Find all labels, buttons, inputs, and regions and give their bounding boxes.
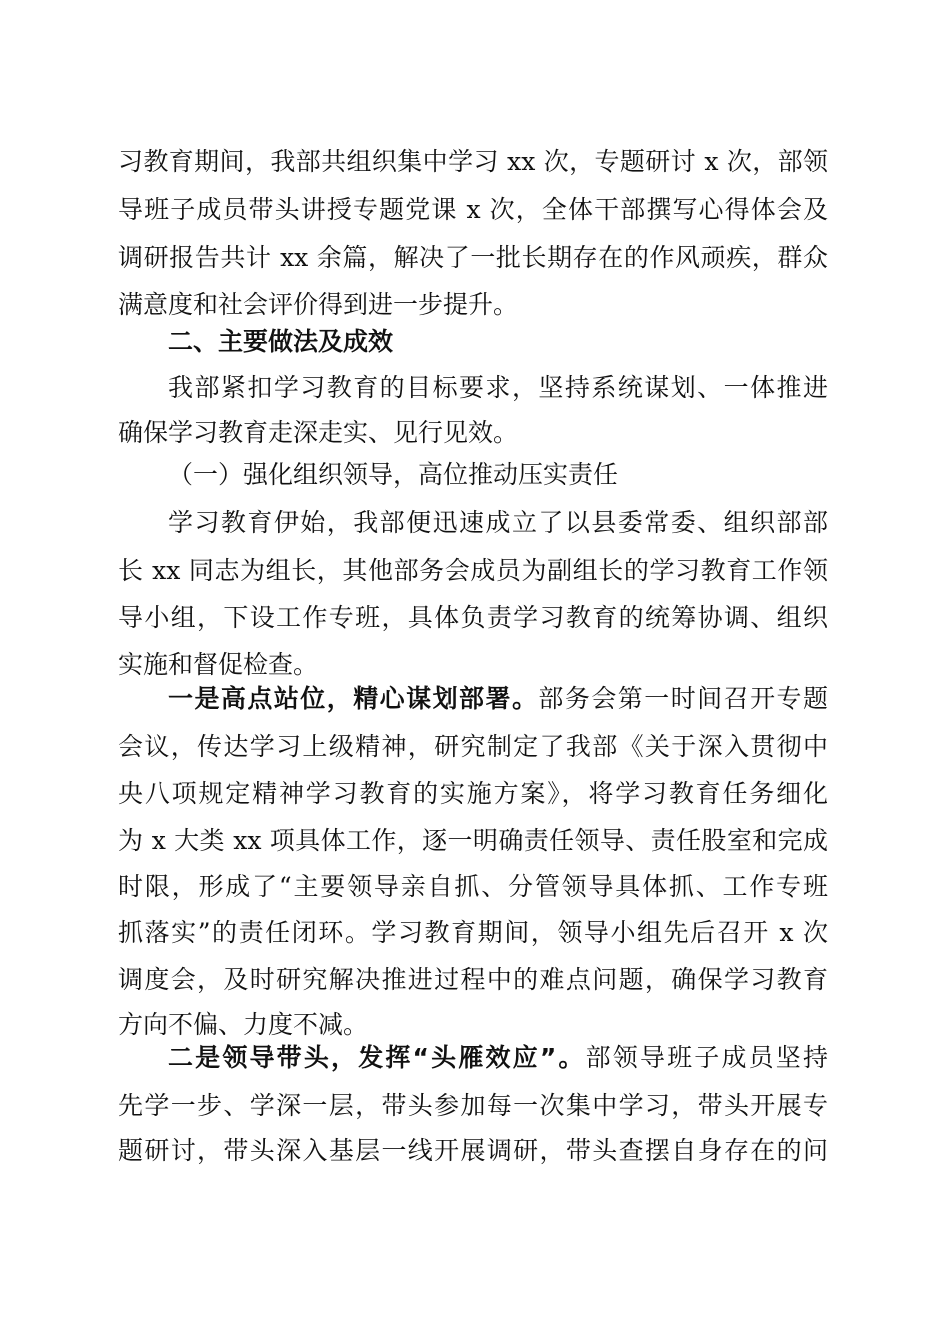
para2-line-5: 时限，形成了“主要领导亲自抓、分管领导具体抓、工作专班 [118,872,828,901]
section-intro-line-1: 我部紧扣学习教育的目标要求，坚持系统谋划、一体推进 [168,373,828,402]
para2-line-6: 抓落实”的责任闭环。学习教育期间，领导小组先后召开 x 次 [118,918,828,947]
para1-line-1: 学习教育伊始，我部便迅速成立了以县委常委、组织部部 [168,508,828,537]
intro-line-1: 习教育期间，我部共组织集中学习 xx 次，专题研讨 x 次，部领 [118,147,828,176]
para3-line-3: 题研讨，带头深入基层一线开展调研，带头查摆自身存在的问 [118,1136,828,1165]
para3-line-1 [168,1038,828,1078]
subheading: （一）强化组织领导，高位推动压实责任 [168,460,619,489]
intro-line-2: 导班子成员带头讲授专题党课 x 次，全体干部撰写心得体会及 [118,195,828,224]
para2-lead: 一是高点站位，精心谋划部署。 [168,684,539,713]
section-intro-line-2: 确保学习教育走深走实、见行见效。 [118,418,519,447]
para2-line-1 [168,679,828,719]
section-heading: 二、主要做法及成效 [168,327,394,356]
para3-line-2: 先学一步、学深一层，带头参加每一次集中学习，带头开展专 [118,1091,828,1120]
para1-line-2: 长 xx 同志为组长，其他部务会成员为副组长的学习教育工作领 [118,556,828,585]
para2-line-1-rest: 部务会第一时间召开专题 [538,684,828,713]
para3-lead: 二是领导带头，发挥“头雁效应”。 [168,1043,586,1072]
para2-line-4: 为 x 大类 xx 项具体工作，逐一明确责任领导、责任股室和完成 [118,826,828,855]
para3-line-1-rest: 部领导班子成员坚持 [585,1043,828,1072]
para2-line-8: 方向不偏、力度不减。 [118,1010,369,1039]
para1-line-3: 导小组，下设工作专班，具体负责学习教育的统筹协调、组织 [118,603,828,632]
para1-line-4: 实施和督促检查。 [118,650,319,679]
para2-line-7: 调度会，及时研究解决推进过程中的难点问题，确保学习教育 [118,965,828,994]
intro-line-3: 调研报告共计 xx 余篇，解决了一批长期存在的作风顽疾，群众 [118,243,828,272]
intro-line-4: 满意度和社会评价得到进一步提升。 [118,290,519,319]
para2-line-2: 会议，传达学习上级精神，研究制定了我部《关于深入贯彻中 [118,732,828,761]
para2-line-3: 央八项规定精神学习教育的实施方案》，将学习教育任务细化 [118,779,828,808]
